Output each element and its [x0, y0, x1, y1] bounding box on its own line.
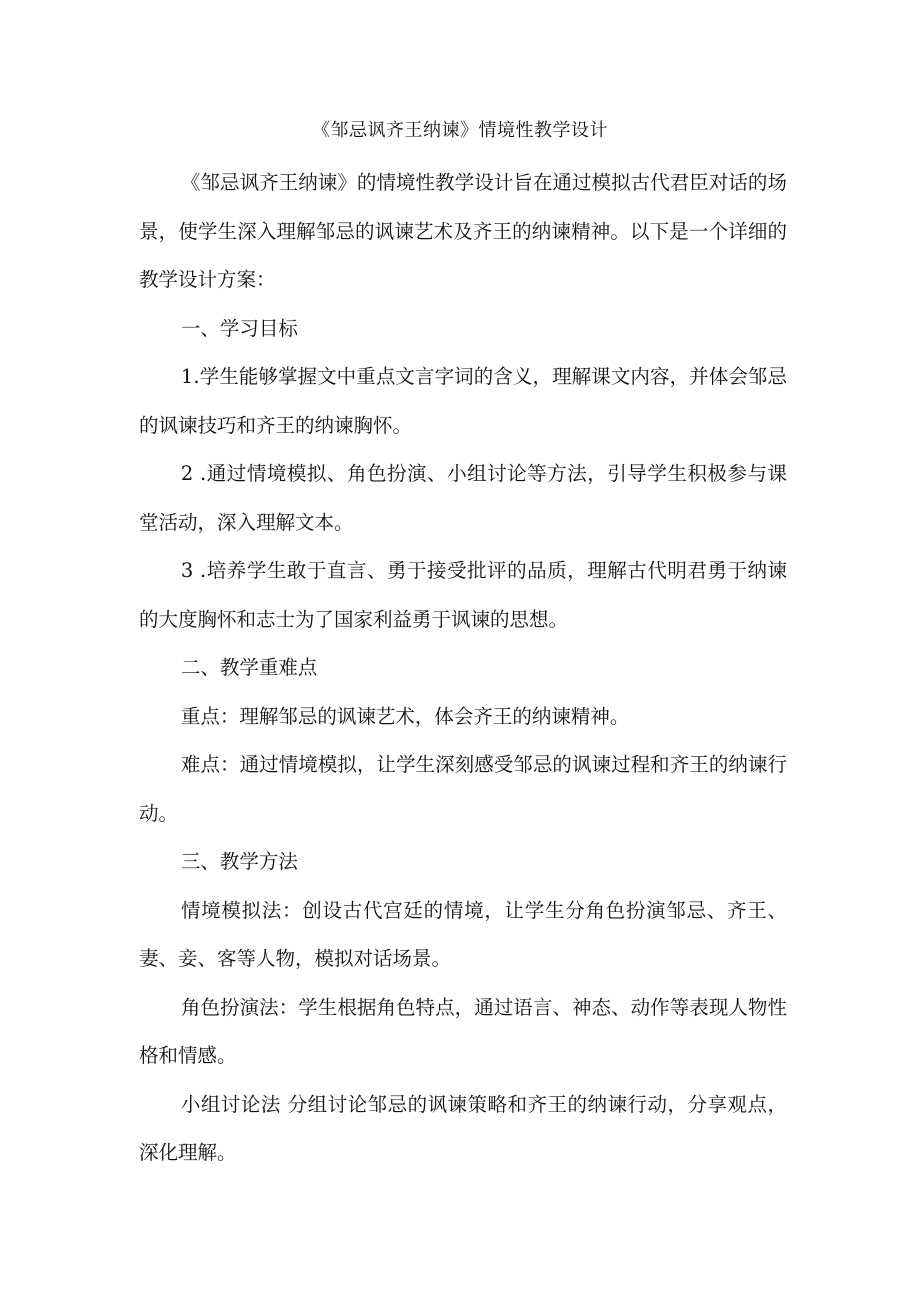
section-heading-objectives: 一、学习目标	[180, 316, 298, 340]
difficult-point: 难点：通过情境模拟，让学生深刻感受邹忌的讽谏过程和齐王的纳谏行动。	[139, 753, 787, 825]
section-heading-key-points: 二、教学重难点	[180, 656, 318, 679]
key-point: 重点：理解邹忌的讽谏艺术，体会齐王的纳谏精神。	[180, 704, 630, 728]
objective-1: 1.学生能够掌握文中重点文言字词的含义，理解课文内容，并体会邹忌的讽谏技巧和齐王的纳谏胸怀。	[139, 365, 787, 437]
objective-2: 2 .通过情境模拟、角色扮演、小组讨论等方法，引导学生积极参与课堂活动，深入理解文本。	[139, 462, 787, 534]
intro-paragraph: 《邹忌讽齐王纳谏》的情境性教学设计旨在通过模拟古代君臣对话的场景，使学生深入理解邹忌的讽谏艺术及齐王的纳谏精神。以下是一个详细的教学设计方案：	[139, 171, 787, 291]
method-group-discussion: 小组讨论法 分组讨论邹忌的讽谏策略和齐王的纳谏行动，分享观点，深化理解。	[139, 1092, 787, 1164]
document-body	[139, 159, 787, 1178]
section-heading-methods: 三、教学方法	[180, 850, 298, 873]
method-role-play: 角色扮演法：学生根据角色特点，通过语言、神态、动作等表现人物性格和情感。	[139, 995, 787, 1067]
method-situation-simulation: 情境模拟法：创设古代宫廷的情境，让学生分角色扮演邹忌、齐王、妻、妾、客等人物，模拟对话场景。	[139, 898, 787, 970]
objective-3: 3 .培养学生敢于直言、勇于接受批评的品质，理解古代明君勇于纳谏的大度胸怀和志士为了国家利益勇于讽谏的思想。	[139, 559, 787, 631]
document-title: 《邹忌讽齐王纳谏》情境性教学设计	[312, 120, 608, 141]
